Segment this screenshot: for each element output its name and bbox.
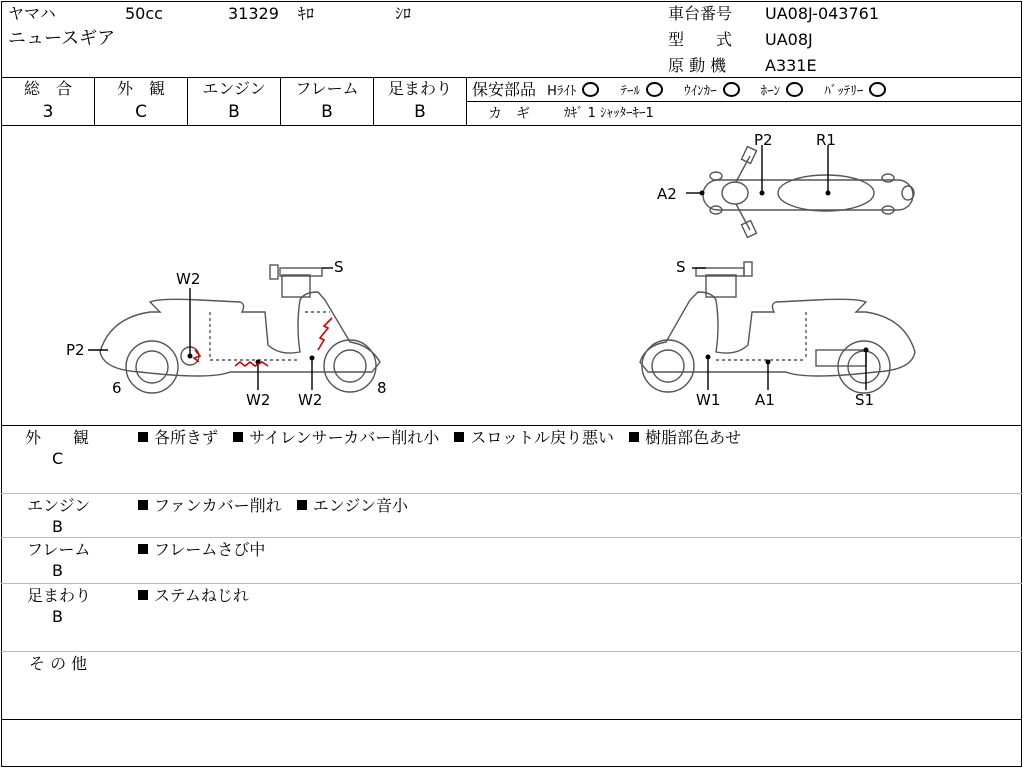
detail-suspension-label: 足まわり: [27, 586, 92, 605]
ok-mark-icon: [869, 82, 886, 97]
scooter-left-view: [88, 265, 380, 393]
safety-winker: ｳｲﾝｶｰ: [684, 84, 717, 99]
defect-item: 各所きず: [154, 428, 219, 447]
safety-headlight: Hﾗｲﾄ: [547, 84, 577, 99]
grade-value-frame: B: [321, 102, 333, 122]
model-type: UA08J: [765, 30, 813, 49]
type-label: 型 式: [668, 30, 733, 49]
ok-mark-icon: [723, 82, 740, 97]
ok-mark-icon: [646, 82, 663, 97]
grade-value-suspension: B: [414, 102, 426, 122]
label-left-w2-top: W2: [176, 270, 201, 288]
scooter-right-view: [640, 262, 915, 393]
label-left-w2-a: W2: [246, 391, 271, 409]
label-top-a2: A2: [657, 185, 677, 203]
defect-item: ファンカバー削れ: [154, 496, 282, 515]
label-left-8: 8: [377, 379, 387, 397]
key-label: カ ギ: [488, 106, 530, 122]
grade-value-exterior: C: [135, 102, 147, 122]
label-left-w2-b: W2: [298, 391, 323, 409]
defect-item: 樹脂部色あせ: [645, 428, 742, 447]
detail-frame-grade: B: [52, 561, 63, 580]
label-top-r1: R1: [816, 131, 836, 149]
grade-header-suspension: 足まわり: [387, 79, 452, 98]
defect-item: エンジン音小: [312, 496, 408, 515]
defect-item: ステムねじれ: [154, 586, 249, 605]
maker: ヤマハ: [8, 4, 56, 23]
mileage-unit: ｷﾛ: [298, 4, 315, 23]
label-left-s: S: [334, 258, 344, 276]
label-right-s1: S1: [855, 391, 875, 409]
detail-engine-grade: B: [52, 517, 63, 536]
detail-suspension-items: [138, 587, 259, 605]
label-left-p2: P2: [66, 341, 85, 359]
label-top-p2: P2: [754, 131, 773, 149]
ok-mark-icon: [786, 82, 803, 97]
bullet-icon: [138, 500, 148, 510]
bullet-icon: [233, 432, 243, 442]
grade-value-engine: B: [228, 102, 240, 122]
defect-item: フレームさび中: [154, 540, 266, 559]
mileage: 31329: [228, 4, 279, 23]
safety-parts-row: [472, 81, 888, 101]
label-right-a1: A1: [755, 391, 775, 409]
engine-label: 原 動 機: [668, 56, 727, 75]
ok-mark-icon: [582, 82, 599, 97]
detail-exterior-label: 外 観: [25, 428, 90, 447]
key-value: ｶｷﾞ 1 ｼｬｯﾀｰｷｰ1: [564, 106, 654, 121]
safety-battery: ﾊﾞｯﾃﾘｰ: [824, 84, 864, 99]
displacement: 50cc: [125, 4, 163, 23]
frame-no: UA08J-043761: [765, 4, 880, 23]
detail-exterior-items: [138, 429, 751, 447]
grade-header-engine: エンジン: [202, 79, 266, 98]
grade-header-total: 総 合: [23, 79, 72, 98]
bullet-icon: [138, 590, 148, 600]
scooter-top-view: [686, 145, 914, 237]
detail-engine-label: エンジン: [27, 496, 91, 515]
defect-item: サイレンサーカバー削れ小: [249, 428, 440, 447]
detail-exterior-grade: C: [52, 449, 64, 468]
label-right-s: S: [676, 258, 686, 276]
bullet-icon: [138, 544, 148, 554]
model-name: ニュースギア: [8, 28, 116, 49]
label-left-6: 6: [112, 379, 122, 397]
bullet-icon: [454, 432, 464, 442]
bullet-icon: [297, 500, 307, 510]
safety-tail: ﾃｰﾙ: [620, 84, 640, 99]
label-right-w1: W1: [696, 391, 721, 409]
grade-value-total: 3: [42, 102, 54, 122]
bullet-icon: [629, 432, 639, 442]
damage-diagram: [0, 126, 1022, 424]
engine-model: A331E: [765, 56, 817, 75]
frame-no-label: 車台番号: [668, 4, 733, 23]
detail-other-label: そ の 他: [29, 654, 88, 673]
detail-engine-items: [138, 497, 418, 515]
safety-horn: ﾎｰﾝ: [760, 84, 781, 99]
detail-frame-items: [138, 541, 275, 559]
grade-header-exterior: 外 観: [116, 79, 165, 98]
bullet-icon: [138, 432, 148, 442]
safety-label: 保安部品: [472, 80, 537, 99]
body-color: ｼﾛ: [395, 4, 412, 23]
grade-header-frame: フレーム: [295, 79, 359, 98]
detail-frame-label: フレーム: [27, 540, 91, 559]
detail-suspension-grade: B: [52, 607, 63, 626]
defect-item: スロットル戻り悪い: [470, 428, 615, 447]
